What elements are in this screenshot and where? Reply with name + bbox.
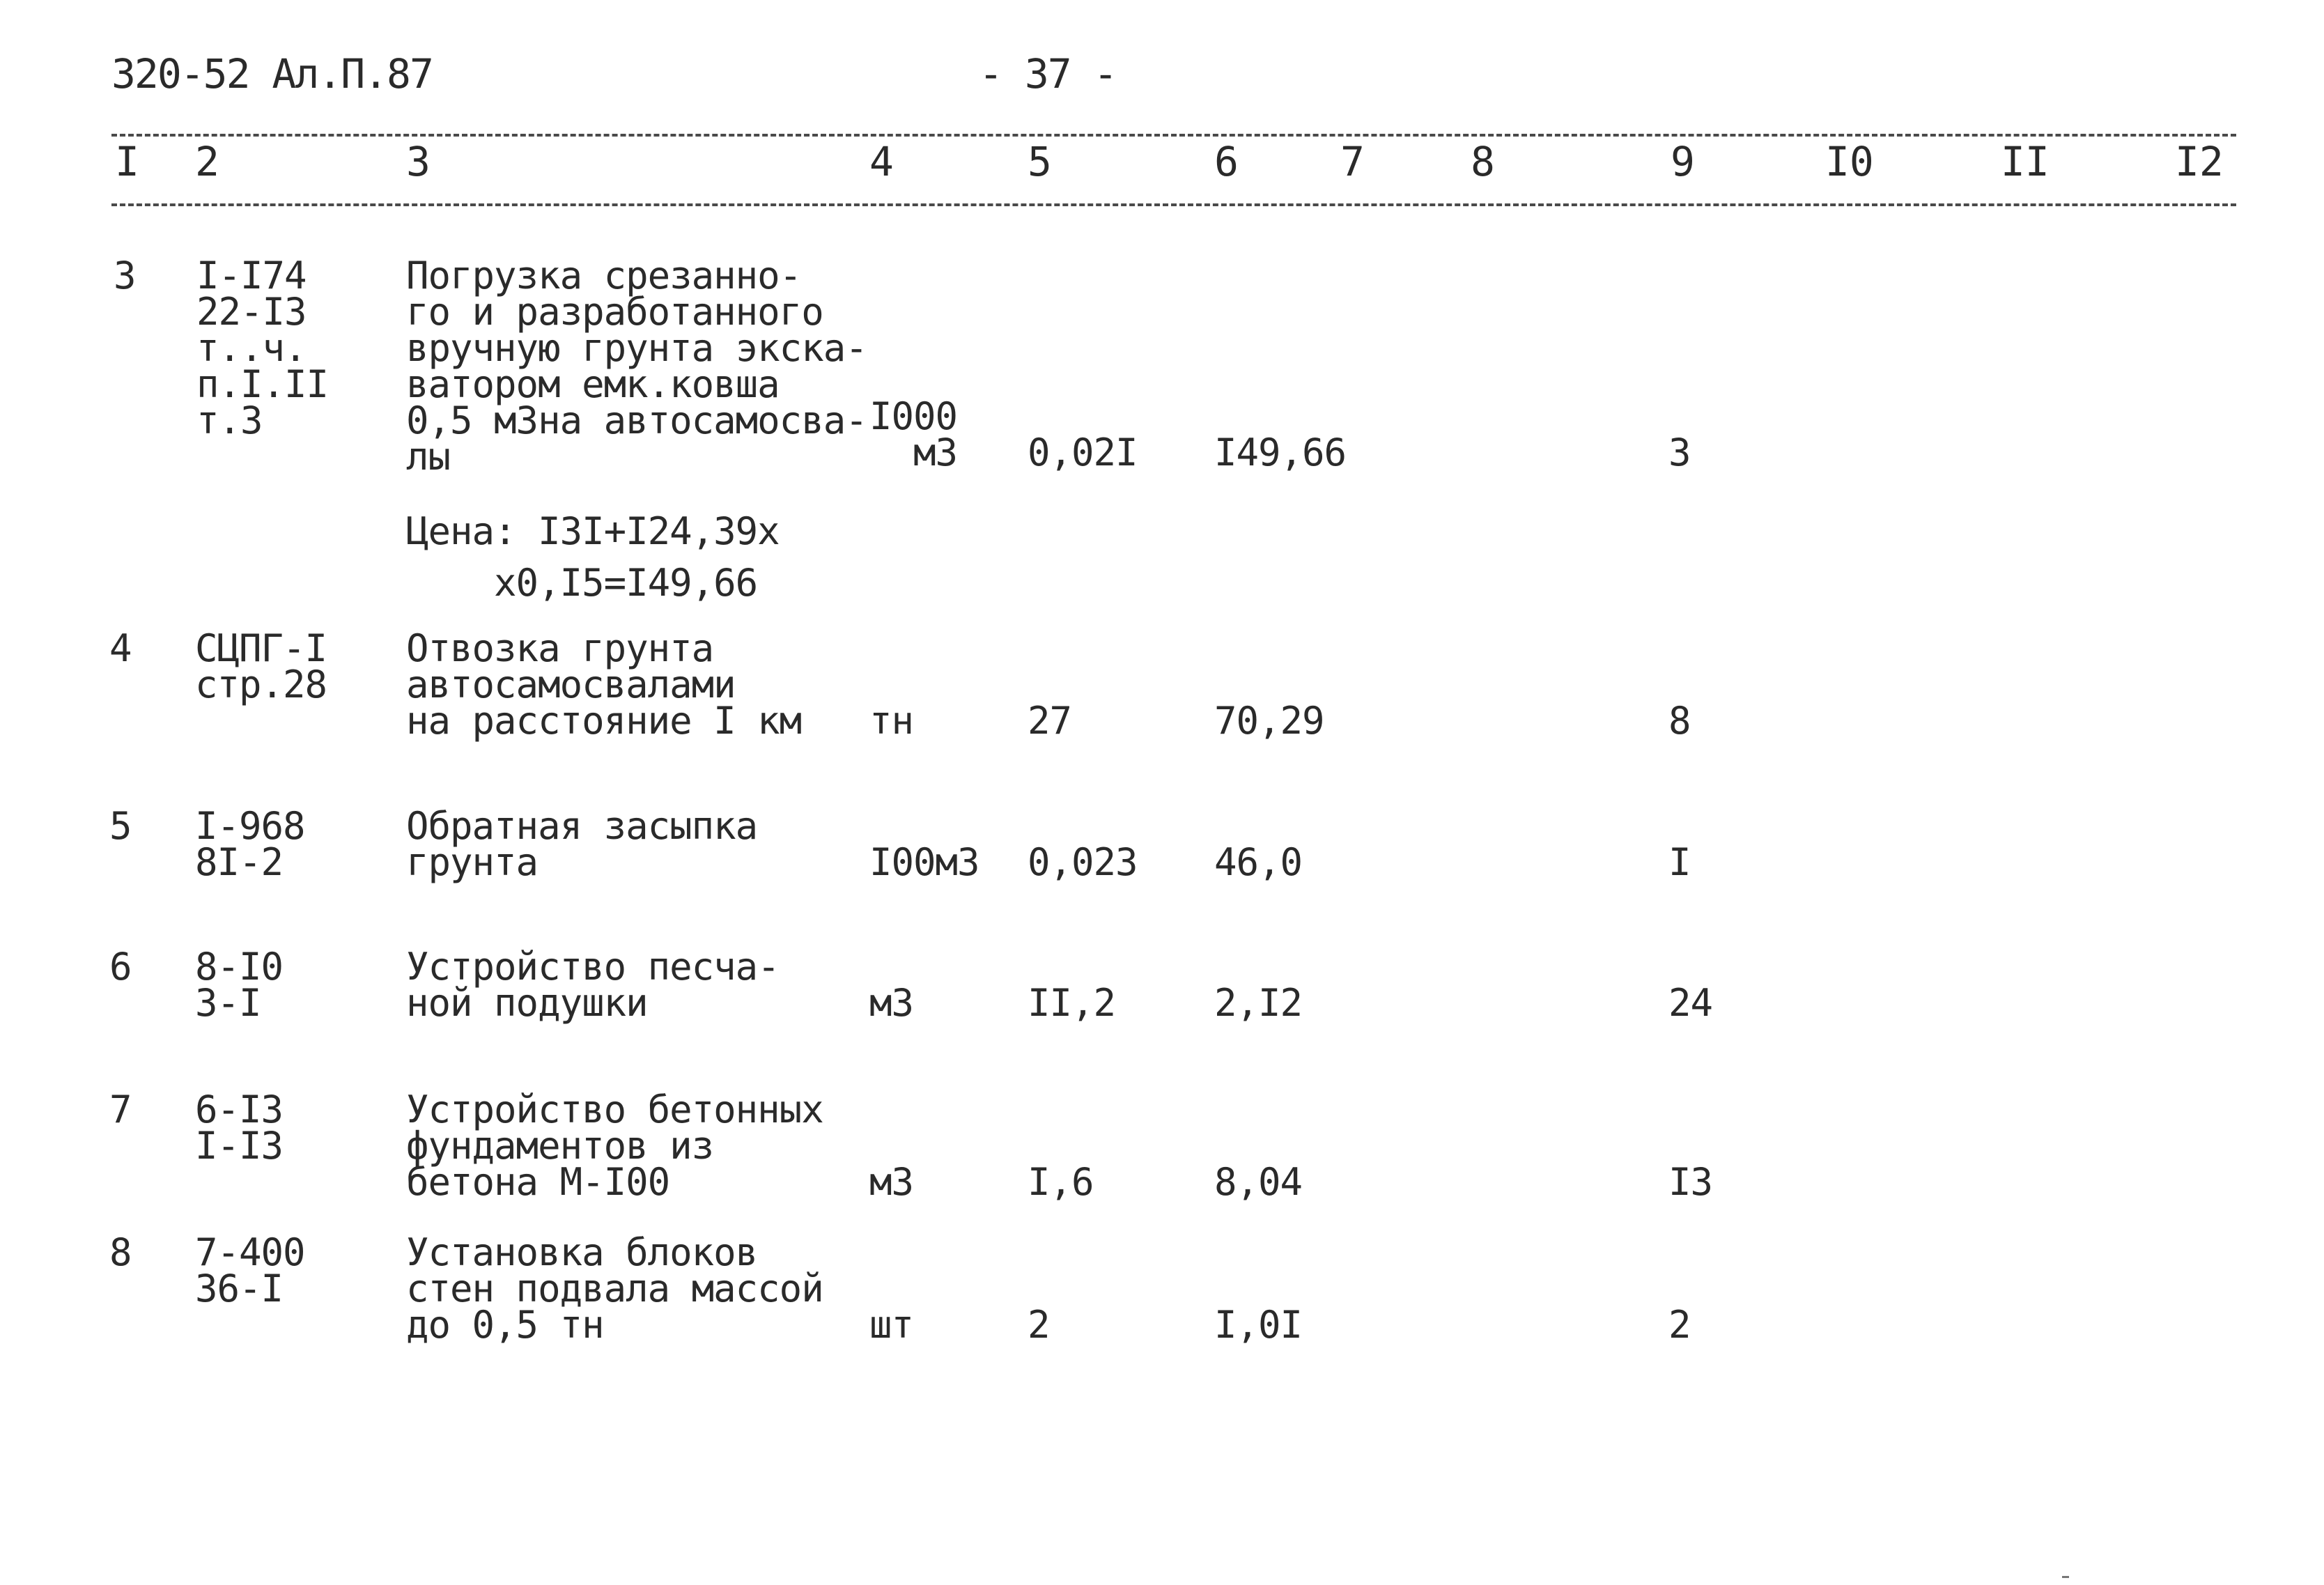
column-9-value: 24: [1668, 981, 1713, 1025]
quantity: 0,02I: [1028, 431, 1138, 474]
norm-code: 8-I0 3-I: [195, 945, 284, 1025]
work-description: Обратная засыпка грунта: [406, 804, 758, 884]
column-9-value: 3: [1668, 431, 1691, 474]
norm-code: 7-400 36-I: [195, 1230, 305, 1310]
table-header-rule: [111, 203, 2236, 206]
column-number: I2: [2175, 138, 2224, 185]
column-number: I0: [1825, 138, 1874, 185]
unit-price: 2,I2: [1214, 981, 1303, 1025]
document-code: 320-52 Ал.П.87: [111, 50, 433, 98]
column-9-value: 8: [1668, 699, 1691, 743]
column-number: 5: [1028, 138, 1052, 185]
unit: м3: [869, 981, 914, 1025]
unit-price: 8,04: [1214, 1160, 1303, 1204]
column-number: II: [2001, 138, 2050, 185]
price-note: Цена: I3I+I24,39х х0,I5=I49,66: [406, 509, 780, 605]
unit-price: 70,29: [1214, 699, 1324, 743]
work-description: Установка блоков стен подвала массой до 0,5 тн: [406, 1230, 823, 1347]
column-number: 2: [195, 138, 219, 185]
norm-code: СЦПГ-I стр.28: [195, 626, 327, 706]
column-number: 9: [1671, 138, 1695, 185]
row-number: 3: [114, 254, 136, 297]
work-description: Устройство песча- ной подушки: [406, 945, 780, 1025]
column-9-value: I3: [1668, 1160, 1713, 1204]
unit-price: I,0I: [1214, 1303, 1303, 1347]
unit: тн: [869, 699, 914, 743]
quantity: 2: [1028, 1303, 1050, 1347]
page-number: - 37 -: [979, 50, 1117, 98]
column-number: I: [115, 138, 139, 185]
work-description: Отвозка грунта автосамосвалами на расстояние I км: [406, 626, 802, 743]
norm-code: I-I74 22-I3 т..ч. п.I.II т.3: [196, 254, 329, 442]
unit: I00м3: [869, 840, 979, 884]
row-number: 8: [109, 1230, 132, 1274]
column-number: 6: [1214, 138, 1239, 185]
unit: шт: [869, 1303, 914, 1347]
unit-price: 46,0: [1214, 840, 1303, 884]
work-description: Погрузка срезанно- го и разработанного вручную грунта экска- ватором емк.ковша 0,5 м3на автосамосва- лы: [406, 254, 867, 479]
column-9-value: 2: [1668, 1303, 1691, 1347]
quantity: 0,023: [1028, 840, 1138, 884]
quantity: II,2: [1028, 981, 1116, 1025]
norm-code: 6-I3 I-I3: [195, 1088, 284, 1168]
unit: м3: [869, 1160, 914, 1204]
work-description: Устройство бетонных фундаментов из бетона М-I00: [406, 1088, 823, 1204]
column-number: 7: [1340, 138, 1365, 185]
column-number: 4: [869, 138, 894, 185]
quantity: I,6: [1028, 1160, 1094, 1204]
row-number: 6: [109, 945, 132, 989]
column-number: 3: [406, 138, 431, 185]
scan-speck: [2062, 1576, 2069, 1578]
row-number: 5: [109, 804, 132, 848]
row-number: 4: [109, 626, 132, 670]
quantity: 27: [1028, 699, 1072, 743]
row-number: 7: [109, 1088, 132, 1131]
norm-code: I-968 8I-2: [195, 804, 305, 884]
unit-price: I49,66: [1214, 431, 1347, 474]
unit: I000 м3: [869, 394, 958, 474]
column-number: 8: [1471, 138, 1495, 185]
column-9-value: I: [1668, 840, 1691, 884]
table-top-rule: [111, 134, 2236, 137]
